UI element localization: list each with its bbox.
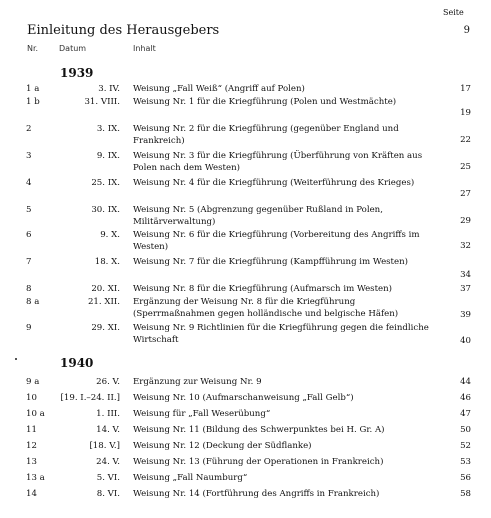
row-page: 32 — [460, 241, 471, 251]
row-number: 8 — [26, 284, 32, 294]
row-content: Weisung Nr. 3 für die Kriegführung (Überführung von Kräften aus Polen nach dem Westen) — [133, 151, 423, 173]
row-content: Weisung Nr. 8 für die Kriegführung (Aufmarsch im Westen) — [133, 284, 392, 294]
row-content: Weisung Nr. 12 (Deckung der Südflanke) — [133, 441, 312, 451]
row-date: 5. VI. — [96, 473, 120, 483]
row-page: 50 — [460, 425, 471, 435]
row-number: 6 — [26, 230, 32, 240]
column-header-inhalt: Inhalt — [133, 44, 156, 53]
row-number: 2 — [26, 124, 32, 134]
row-content: Weisung für „Fall Weserübung“ — [133, 409, 271, 419]
row-content: Weisung „Fall Naumburg“ — [133, 473, 248, 483]
row-page: 25 — [460, 162, 471, 172]
row-date: 21. XII. — [87, 297, 120, 307]
row-date: 3. IX. — [96, 124, 120, 134]
row-number: 11 — [26, 425, 37, 435]
row-page: 40 — [460, 336, 471, 346]
column-header-nr: Nr. — [27, 44, 39, 53]
section-page-number: 9 — [463, 25, 470, 36]
row-date: 25. IX. — [91, 178, 120, 188]
row-number: 14 — [26, 489, 37, 499]
row-number: 13 a — [26, 473, 45, 483]
row-number: 12 — [26, 441, 37, 451]
row-number: 13 — [26, 457, 37, 467]
row-number: 9 — [26, 323, 32, 333]
row-content: Weisung Nr. 10 (Aufmarschanweisung „Fall Gelb“) — [133, 393, 354, 403]
row-page: 46 — [460, 393, 471, 403]
year-heading-1939: 1939 — [60, 66, 94, 80]
row-date: 26. V. — [96, 377, 120, 387]
row-content: Weisung Nr. 14 (Fortführung des Angriffs in Frankreich) — [133, 489, 380, 499]
row-page: 27 — [460, 189, 471, 199]
row-date: 30. IX. — [91, 205, 120, 215]
row-number: 3 — [26, 151, 32, 161]
row-content: Ergänzung zur Weisung Nr. 9 — [133, 377, 262, 387]
row-date: 9. X. — [100, 230, 120, 240]
row-date: [18. V.] — [89, 441, 120, 451]
stray-mark — [15, 358, 17, 360]
row-page: 17 — [460, 84, 471, 94]
row-number: 5 — [26, 205, 32, 215]
row-content: Weisung Nr. 4 für die Kriegführung (Weiterführung des Krieges) — [133, 178, 415, 188]
row-content: Weisung Nr. 7 für die Kriegführung (Kampfführung im Westen) — [133, 257, 408, 267]
row-content: Weisung Nr. 11 (Bildung des Schwerpunktes bei H. Gr. A) — [133, 425, 385, 435]
row-date: 24. V. — [96, 457, 120, 467]
row-date: 1. III. — [96, 409, 120, 419]
row-date: 14. V. — [96, 425, 120, 435]
row-date: 3. IV. — [98, 84, 120, 94]
row-number: 10 — [26, 393, 37, 403]
row-number: 8 a — [26, 297, 40, 307]
row-page: 53 — [460, 457, 471, 467]
row-date: 8. VI. — [96, 489, 120, 499]
row-number: 10 a — [26, 409, 45, 419]
row-content: Weisung Nr. 6 für die Kriegführung (Vorbereitung des Angriffs im Westen) — [133, 230, 420, 252]
row-date: 18. X. — [94, 257, 120, 267]
year-heading-1940: 1940 — [60, 356, 94, 370]
column-header-datum: Datum — [59, 44, 87, 53]
row-page: 44 — [460, 377, 471, 387]
row-page: 58 — [460, 489, 471, 499]
row-page: 19 — [460, 108, 471, 118]
row-content: Weisung Nr. 9 Richtlinien für die Kriegführung gegen die feindliche Wirtschaft — [133, 323, 429, 345]
row-page: 52 — [460, 441, 471, 451]
row-date: 31. VIII. — [84, 97, 120, 107]
row-content: Weisung Nr. 5 (Abgrenzung gegenüber Rußland in Polen, Militärverwaltung) — [133, 205, 383, 227]
row-date: 20. XI. — [91, 284, 120, 294]
row-page: 39 — [460, 310, 471, 320]
row-content: Weisung Nr. 13 (Führung der Operationen in Frankreich) — [133, 457, 384, 467]
row-content: Weisung Nr. 2 für die Kriegführung (gegenüber England und Frankreich) — [133, 124, 399, 146]
section-title: Einleitung des Herausgebers — [27, 23, 220, 38]
row-number: 4 — [26, 178, 32, 188]
row-page: 29 — [460, 216, 471, 226]
row-content: Ergänzung der Weisung Nr. 8 für die Kriegführung (Sperrmaßnahmen gegen holländische und belgische Häfen) — [133, 297, 399, 319]
row-number: 9 a — [26, 377, 40, 387]
row-date: 9. IX. — [96, 151, 120, 161]
row-content: Weisung Nr. 1 für die Kriegführung (Polen und Westmächte) — [133, 97, 397, 107]
row-number: 1 b — [26, 97, 40, 107]
row-page: 22 — [460, 135, 471, 145]
row-page: 47 — [460, 409, 471, 419]
row-date: [19. I.–24. II.] — [60, 393, 120, 403]
row-number: 7 — [26, 257, 32, 267]
row-page: 34 — [460, 270, 471, 280]
seite-column-label: Seite — [443, 8, 464, 17]
row-content: Weisung „Fall Weiß“ (Angriff auf Polen) — [133, 84, 305, 94]
row-page: 37 — [460, 284, 471, 294]
row-number: 1 a — [26, 84, 40, 94]
row-date: 29. XI. — [91, 323, 120, 333]
row-page: 56 — [460, 473, 471, 483]
